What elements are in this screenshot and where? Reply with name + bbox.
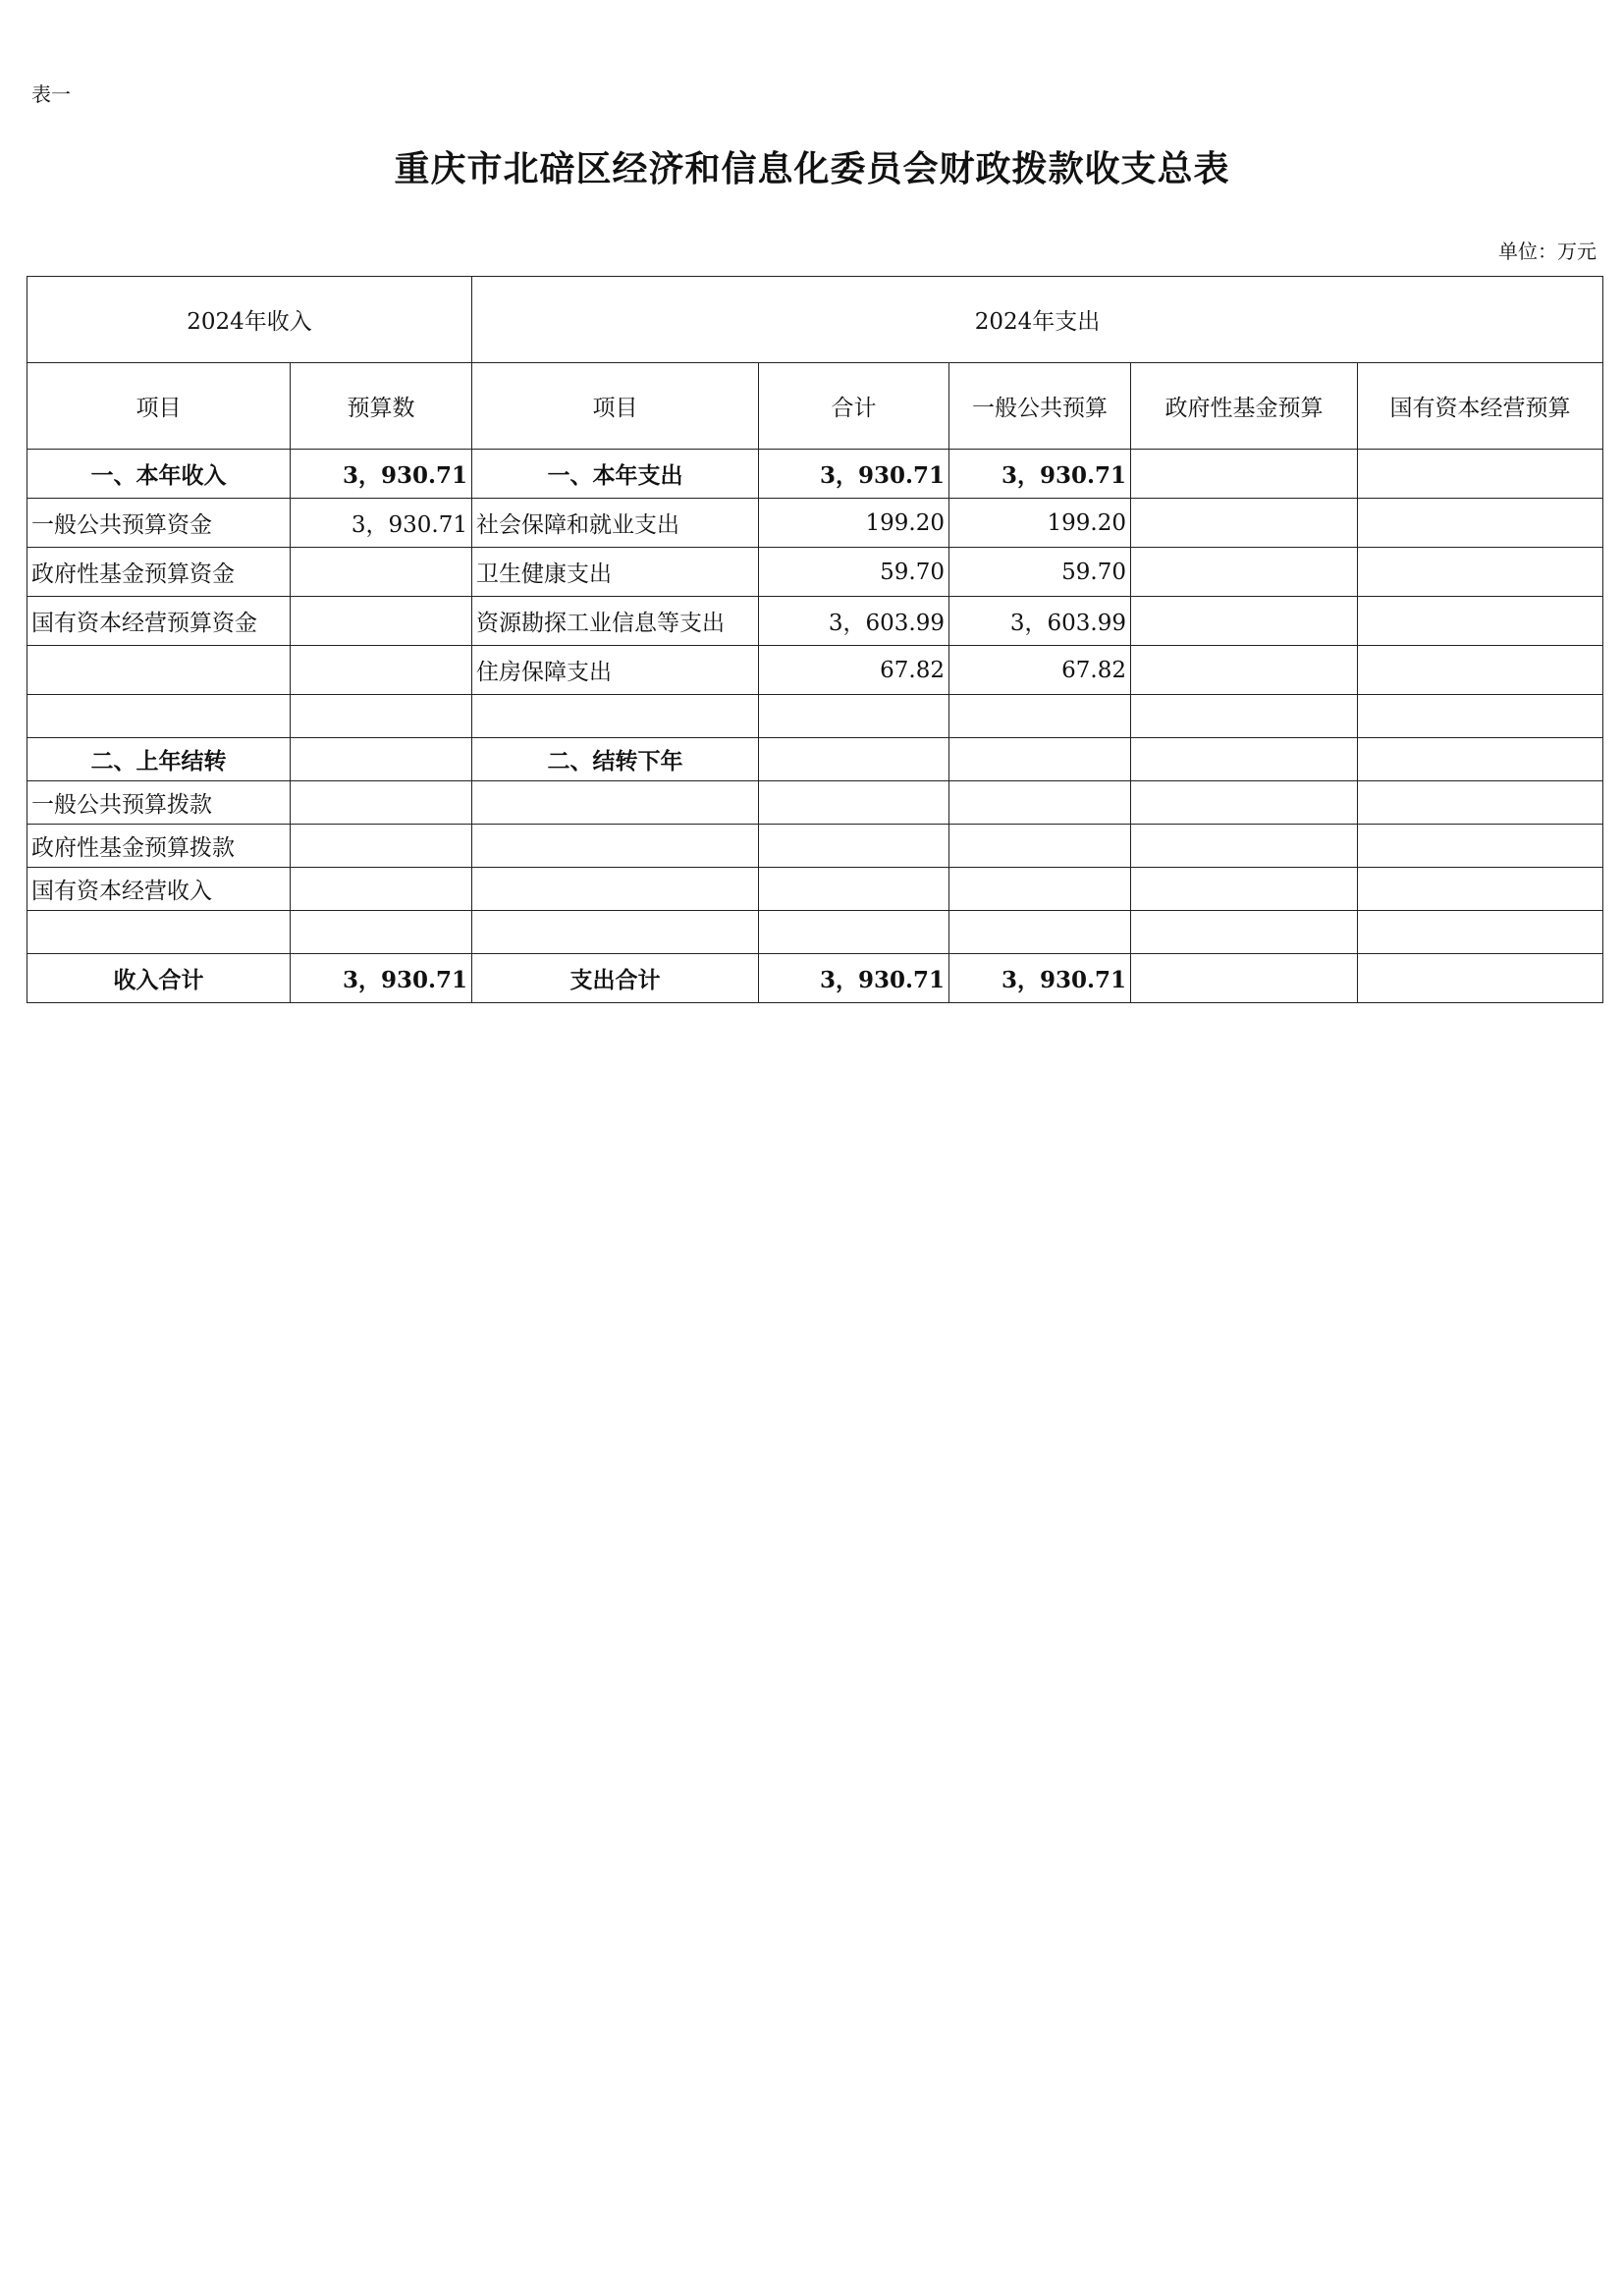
expense-total-header: 合计 [759, 363, 949, 450]
capital-cell [1358, 738, 1603, 781]
unit-label: 单位：万元 [1498, 240, 1597, 263]
table-row [27, 825, 1603, 868]
header-column-row [27, 363, 1603, 450]
expense-item-cell [472, 868, 759, 911]
fund-cell [1131, 646, 1358, 695]
table-row [27, 450, 1603, 499]
income-total-value: 3，930.71 [291, 954, 472, 1003]
income-value-cell: 3，930.71 [291, 450, 472, 499]
capital-cell [1358, 548, 1603, 597]
expense-group-header: 2024年支出 [472, 277, 1603, 363]
fund-cell [1131, 695, 1358, 738]
income-item-cell: 政府性基金预算资金 [27, 548, 291, 597]
general-cell [949, 825, 1131, 868]
income-value-cell [291, 695, 472, 738]
income-item-cell: 一般公共预算资金 [27, 499, 291, 548]
total-cell [759, 781, 949, 825]
general-cell [949, 911, 1131, 954]
income-item-cell [27, 695, 291, 738]
capital-cell [1358, 911, 1603, 954]
capital-cell [1358, 597, 1603, 646]
income-value-cell [291, 738, 472, 781]
income-value-cell [291, 548, 472, 597]
capital-cell [1358, 825, 1603, 868]
capital-cell [1358, 954, 1603, 1003]
fund-cell [1131, 499, 1358, 548]
total-cell [759, 868, 949, 911]
capital-cell [1358, 499, 1603, 548]
expense-item-cell: 一、本年支出 [472, 450, 759, 499]
general-cell [949, 738, 1131, 781]
total-cell [759, 911, 949, 954]
table-row [27, 781, 1603, 825]
total-cell [759, 695, 949, 738]
table-row [27, 695, 1603, 738]
income-value-cell [291, 597, 472, 646]
income-value-cell [291, 911, 472, 954]
table-row [27, 499, 1603, 548]
income-value-cell [291, 646, 472, 695]
total-cell: 59.70 [759, 548, 949, 597]
fund-cell [1131, 868, 1358, 911]
income-total-label: 收入合计 [27, 954, 291, 1003]
total-cell [759, 738, 949, 781]
fund-cell [1131, 738, 1358, 781]
income-item-cell: 一、本年收入 [27, 450, 291, 499]
income-item-header: 项目 [27, 363, 291, 450]
table-row [27, 911, 1603, 954]
general-cell [949, 868, 1131, 911]
total-cell: 3，603.99 [759, 597, 949, 646]
capital-cell [1358, 646, 1603, 695]
income-budget-header: 预算数 [291, 363, 472, 450]
table-row [27, 868, 1603, 911]
total-cell: 67.82 [759, 646, 949, 695]
fund-cell [1131, 911, 1358, 954]
gov-fund-header: 政府性基金预算 [1131, 363, 1358, 450]
total-cell [759, 825, 949, 868]
budget-table [27, 276, 1603, 1003]
income-value-cell [291, 781, 472, 825]
table-row [27, 548, 1603, 597]
fund-cell [1131, 597, 1358, 646]
general-cell: 67.82 [949, 646, 1131, 695]
header-group-row [27, 277, 1603, 363]
expense-item-cell [472, 781, 759, 825]
income-value-cell [291, 825, 472, 868]
income-item-cell: 一般公共预算拨款 [27, 781, 291, 825]
table-row [27, 597, 1603, 646]
expense-item-cell: 二、结转下年 [472, 738, 759, 781]
general-cell: 3，930.71 [949, 450, 1131, 499]
table-label: 表一 [31, 82, 71, 106]
total-cell: 199.20 [759, 499, 949, 548]
income-item-cell: 二、上年结转 [27, 738, 291, 781]
table-row [27, 646, 1603, 695]
fund-cell [1131, 548, 1358, 597]
table-row [27, 738, 1603, 781]
total-cell: 3，930.71 [759, 450, 949, 499]
fund-cell [1131, 825, 1358, 868]
capital-cell [1358, 450, 1603, 499]
general-cell: 59.70 [949, 548, 1131, 597]
general-cell: 199.20 [949, 499, 1131, 548]
income-item-cell: 政府性基金预算拨款 [27, 825, 291, 868]
income-item-cell [27, 911, 291, 954]
expense-item-cell: 社会保障和就业支出 [472, 499, 759, 548]
fund-cell [1131, 450, 1358, 499]
expense-item-cell [472, 911, 759, 954]
expense-item-header: 项目 [472, 363, 759, 450]
expense-item-cell: 资源勘探工业信息等支出 [472, 597, 759, 646]
capital-cell [1358, 781, 1603, 825]
total-cell: 3，930.71 [759, 954, 949, 1003]
expense-item-cell [472, 695, 759, 738]
income-group-header: 2024年收入 [27, 277, 472, 363]
general-cell: 3，603.99 [949, 597, 1131, 646]
totals-row [27, 954, 1603, 1003]
fund-cell [1131, 781, 1358, 825]
state-capital-header: 国有资本经营预算 [1358, 363, 1603, 450]
expense-item-cell [472, 825, 759, 868]
expense-item-cell: 住房保障支出 [472, 646, 759, 695]
general-cell: 3，930.71 [949, 954, 1131, 1003]
income-value-cell: 3，930.71 [291, 499, 472, 548]
income-item-cell [27, 646, 291, 695]
capital-cell [1358, 868, 1603, 911]
income-value-cell [291, 868, 472, 911]
page-title: 重庆市北碚区经济和信息化委员会财政拨款收支总表 [394, 148, 1230, 189]
expense-total-label: 支出合计 [472, 954, 759, 1003]
general-cell [949, 781, 1131, 825]
fund-cell [1131, 954, 1358, 1003]
general-public-header: 一般公共预算 [949, 363, 1131, 450]
income-item-cell: 国有资本经营收入 [27, 868, 291, 911]
expense-item-cell: 卫生健康支出 [472, 548, 759, 597]
capital-cell [1358, 695, 1603, 738]
income-item-cell: 国有资本经营预算资金 [27, 597, 291, 646]
general-cell [949, 695, 1131, 738]
